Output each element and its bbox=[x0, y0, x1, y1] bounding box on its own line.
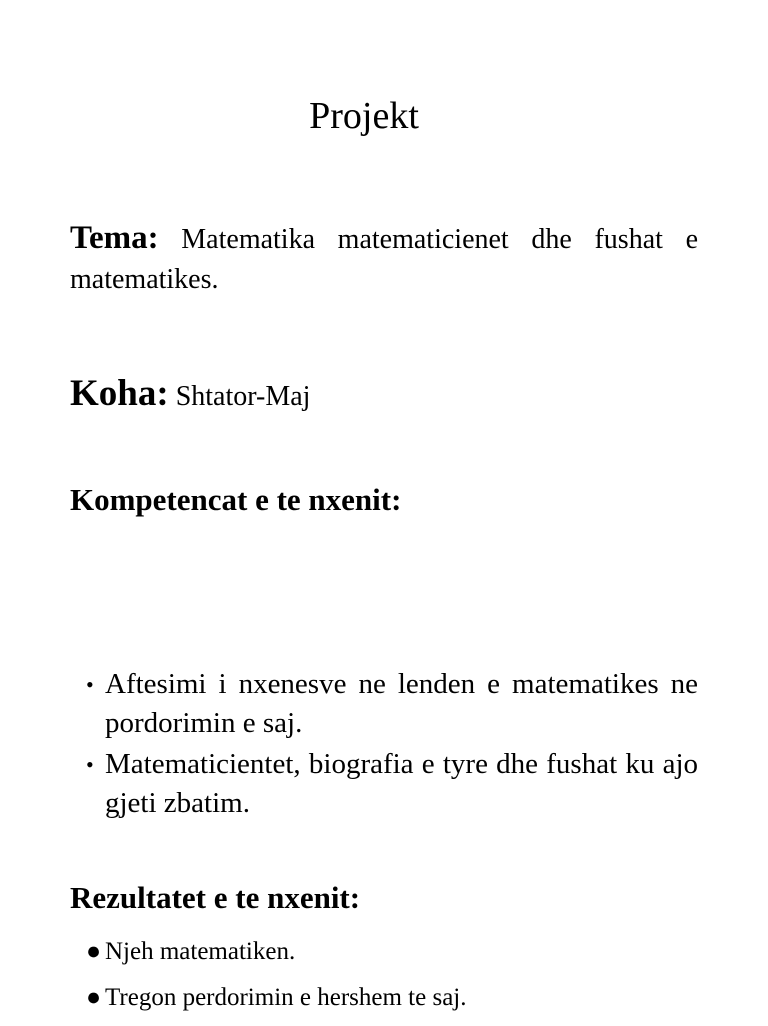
list-item-text: Aftesimi i nxenesve ne lenden e matematikes ne pordorimin e saj. bbox=[105, 668, 698, 739]
tema-label: Tema: bbox=[70, 220, 159, 256]
list-item bbox=[86, 934, 698, 970]
kompetencat-heading: Kompetencat e te nxenit: bbox=[70, 482, 402, 517]
tema-text: Matematika matematicienet dhe fushat e matematikes. bbox=[70, 224, 698, 295]
list-item bbox=[86, 665, 698, 743]
bullet-icon: ● bbox=[86, 984, 102, 1011]
kompetencat-list bbox=[86, 665, 698, 825]
list-item-text: Njeh matematiken. bbox=[105, 938, 296, 965]
rezultatet-list bbox=[86, 934, 698, 1026]
bullet-icon: • bbox=[86, 672, 94, 697]
koha-text: Shtator-Maj bbox=[168, 381, 311, 412]
bullet-icon: ● bbox=[86, 938, 102, 965]
list-item-text: Tregon perdorimin e hershem te saj. bbox=[105, 984, 467, 1011]
koha-paragraph bbox=[70, 372, 310, 419]
bullet-icon: • bbox=[86, 752, 94, 777]
list-item-text: Matematicientet, biografia e tyre dhe fushat ku ajo gjeti zbatim. bbox=[105, 748, 698, 819]
rezultatet-heading: Rezultatet e te nxenit: bbox=[70, 880, 361, 915]
tema-paragraph bbox=[70, 218, 698, 300]
document-title: Projekt bbox=[309, 95, 419, 137]
list-item bbox=[86, 745, 698, 823]
koha-label: Koha: bbox=[70, 373, 169, 414]
list-item bbox=[86, 980, 698, 1016]
